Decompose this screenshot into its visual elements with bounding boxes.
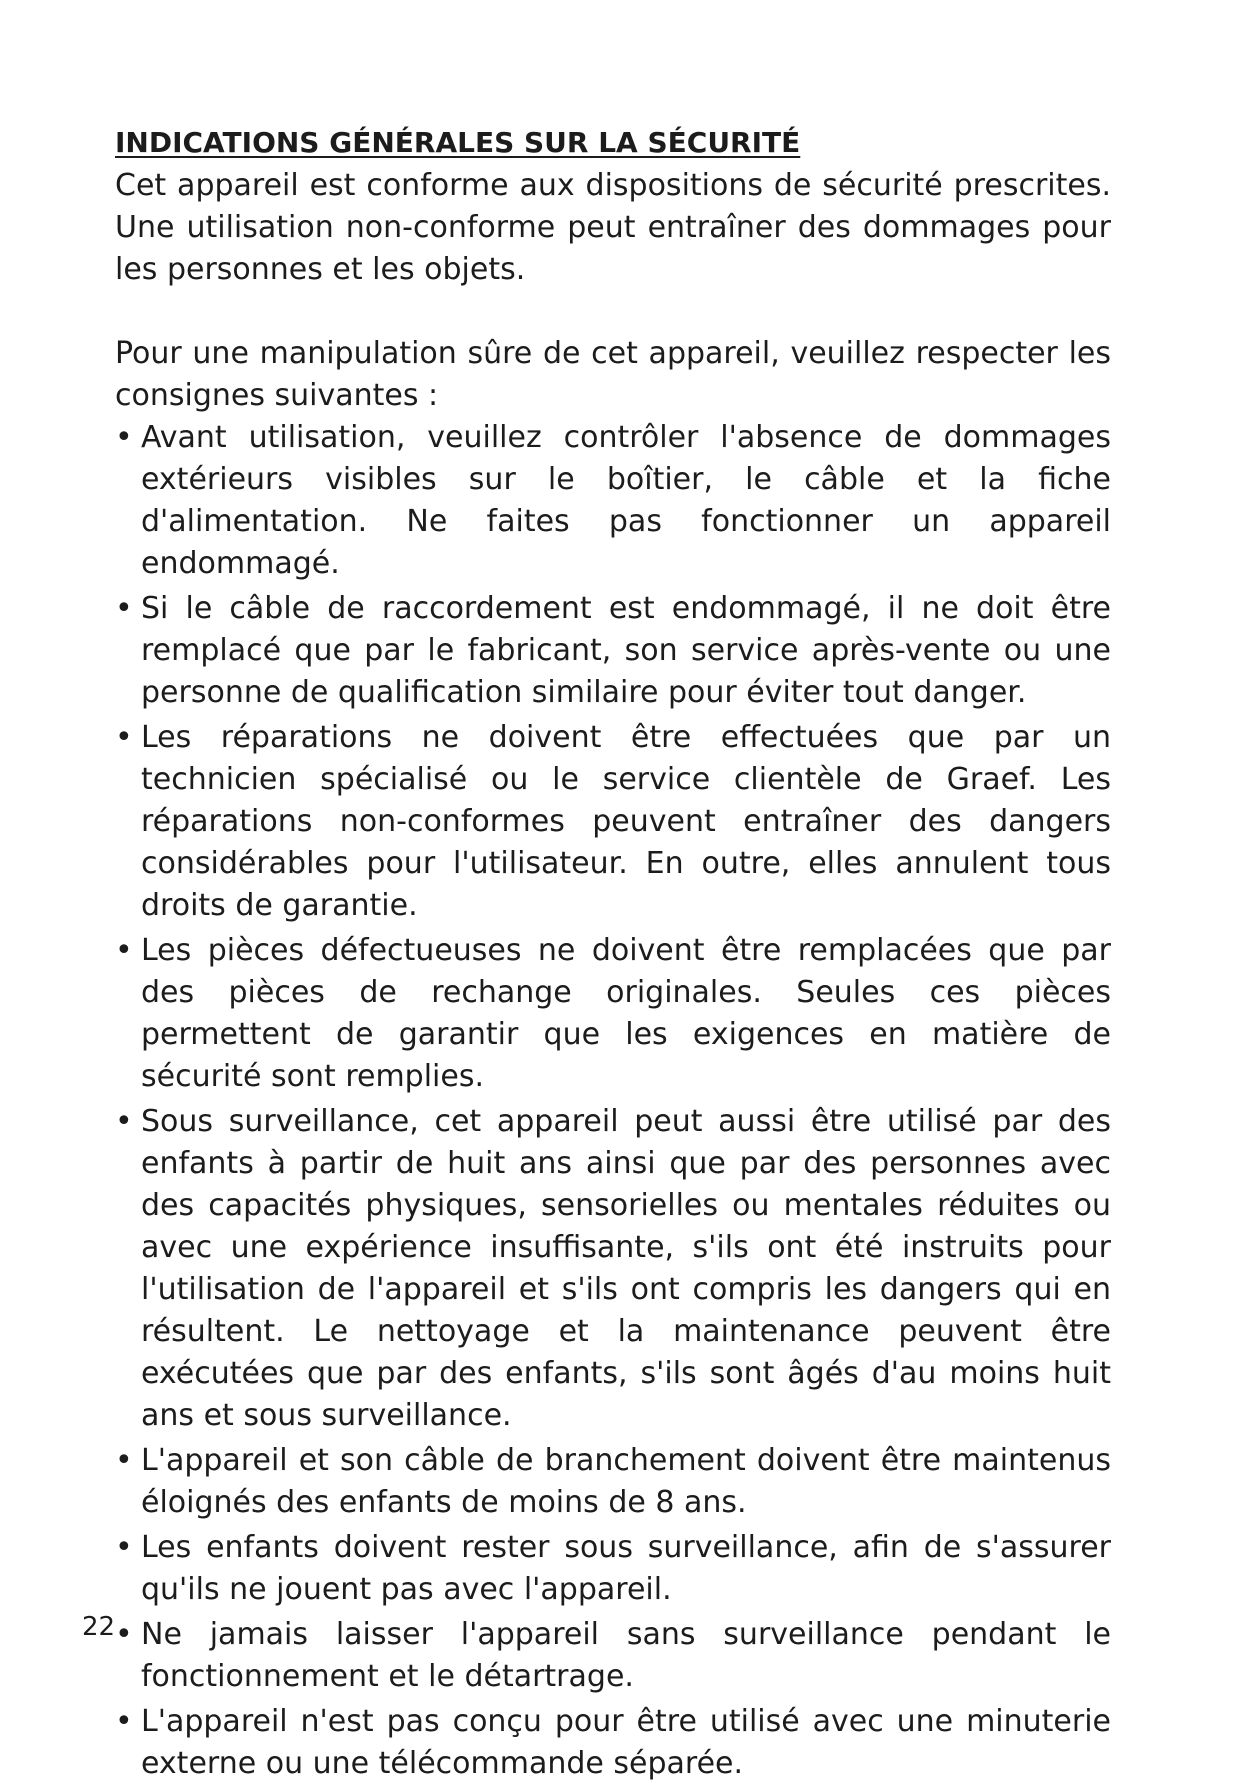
list-item [115, 1701, 1111, 1785]
lead-paragraph: Pour une manipulation sûre de cet appareil, veuillez respecter les consignes suivantes : [115, 336, 1111, 413]
bullet-icon: • [115, 933, 133, 968]
list-item [115, 1101, 1111, 1437]
list-item-text: Avant utilisation, veuillez contrôler l'absence de dommages extérieurs visibles sur le boîtier, le câble et la fiche d'alimentation. Ne faites pas fonctionner un appareil endommagé. [141, 420, 1111, 581]
list-item-text: Les réparations ne doivent être effectuées que par un technicien spécialisé ou le service clientèle de Graef. Les réparations non-conformes peuvent entraîner des dangers considérables pour l'utilisateur. En outre, elles annulent tous droits de garantie. [141, 720, 1111, 923]
list-item [115, 417, 1111, 585]
list-item-text: L'appareil n'est pas conçu pour être utilisé avec une minuterie externe ou une télécommande séparée. [141, 1704, 1111, 1781]
list-item [115, 588, 1111, 714]
list-item-text: Les enfants doivent rester sous surveillance, afin de s'assurer qu'ils ne jouent pas avec l'appareil. [141, 1530, 1111, 1607]
bullet-icon: • [115, 1104, 133, 1139]
list-item-text: Ne jamais laisser l'appareil sans surveillance pendant le fonctionnement et le détartrage. [141, 1617, 1111, 1694]
list-item [115, 1440, 1111, 1524]
bullet-icon: • [115, 1617, 133, 1652]
bullet-icon: • [115, 591, 133, 626]
list-item [115, 717, 1111, 927]
page-number: 22 [82, 1612, 116, 1642]
list-item-text: L'appareil et son câble de branchement doivent être maintenus éloignés des enfants de moins de 8 ans. [141, 1443, 1111, 1520]
list-item-text: Sous surveillance, cet appareil peut aussi être utilisé par des enfants à partir de huit ans ainsi que par des personnes avec des capacités physiques, sensorielles ou mentales réduites ou avec une expérience insuffisante, s'ils ont été instruits pour l'utilisation de l'appareil et s'ils ont compris les dangers qui en résultent. Le nettoyage et la maintenance peuvent être exécutées que par des enfants, s'ils sont âgés d'au moins huit ans et sous surveillance. [141, 1104, 1111, 1433]
safety-list [115, 417, 1111, 1785]
bullet-icon: • [115, 1704, 133, 1739]
section-title: INDICATIONS GÉNÉRALES SUR LA SÉCURITÉ [115, 126, 801, 159]
list-item-text: Si le câble de raccordement est endommagé, il ne doit être remplacé que par le fabricant, son service après-vente ou une personne de qualification similaire pour éviter tout danger. [141, 591, 1111, 710]
bullet-icon: • [115, 1443, 133, 1478]
document-page [115, 125, 1111, 1788]
bullet-icon: • [115, 1530, 133, 1565]
bullet-icon: • [115, 720, 133, 755]
list-item [115, 1614, 1111, 1698]
list-item [115, 930, 1111, 1098]
list-item [115, 1527, 1111, 1611]
list-item-text: Les pièces défectueuses ne doivent être remplacées que par des pièces de rechange originales. Seules ces pièces permettent de garantir que les exigences en matière de sécurité sont remplies. [141, 933, 1111, 1094]
bullet-icon: • [115, 420, 133, 455]
intro-paragraph: Cet appareil est conforme aux dispositions de sécurité prescrites. Une utilisation non-conforme peut entraîner des dommages pour les personnes et les objets. [115, 168, 1111, 287]
